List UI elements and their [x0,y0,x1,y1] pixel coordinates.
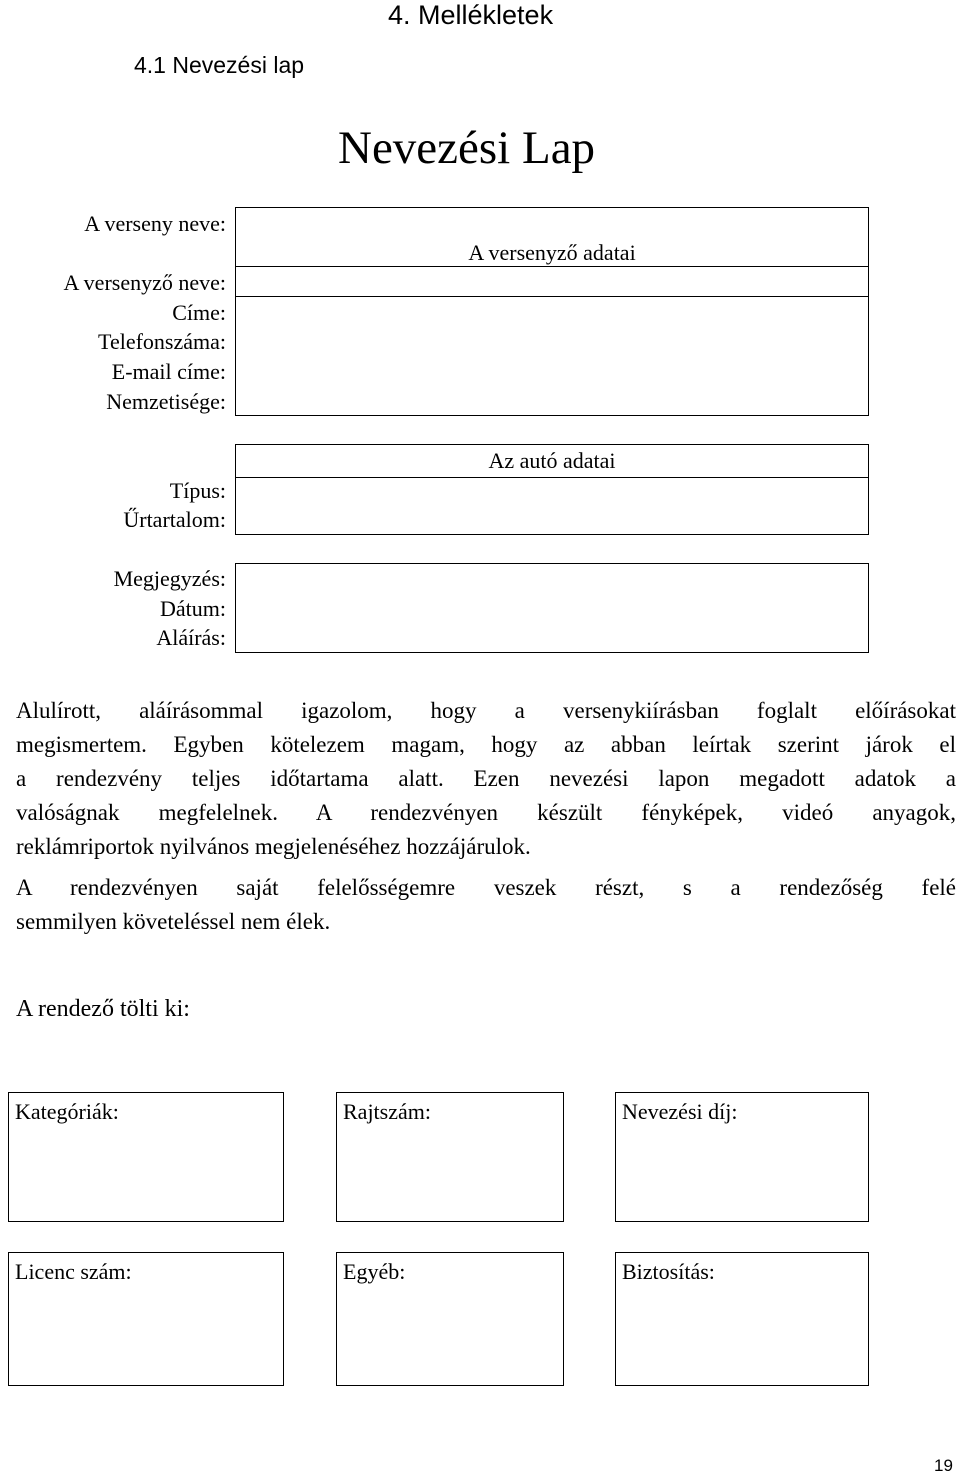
category-box[interactable] [8,1092,284,1222]
form-title: Nevezési Lap [338,122,596,174]
entry-fee-box[interactable] [615,1092,869,1222]
declaration-line: Alulírott, aláírásommal igazolom, hogy a versenykiírásban foglalt előírásokat [16,698,956,723]
organizer-heading: A rendező tölti ki: [16,996,190,1022]
licence-number-box[interactable] [8,1252,284,1386]
responsibility-paragraph [16,871,956,939]
email-label: E-mail címe: [111,359,226,384]
race-name-divider [236,266,868,267]
other-box[interactable] [336,1252,564,1386]
car-data-box[interactable] [235,444,869,535]
page-number: 19 [934,1456,953,1475]
race-name-label: A verseny neve: [84,211,226,236]
subsection-title: 4.1 Nevezési lap [134,52,305,78]
start-number-label: Rajtszám: [343,1099,431,1124]
phone-label: Telefonszáma: [98,329,226,354]
declaration-line: reklámriportok nyilvános megjelenéséhez hozzájárulok. [16,834,531,859]
declaration-line: megismertem. Egyben kötelezem magam, hogy az abban leírtak szerint járok el [16,732,956,757]
type-label: Típus: [169,478,226,503]
licence-number-label: Licenc szám: [15,1259,132,1284]
competitor-name-label: A versenyző neve: [63,270,226,295]
section-title: 4. Mellékletek [388,0,554,30]
responsibility-line: A rendezvényen saját felelősségemre veszek részt, s a rendezőség felé [16,875,956,900]
competitor-section-header: A versenyző adatai [468,240,636,265]
declaration-line: a rendezvény teljes időtartama alatt. Ezen nevezési lapon megadott adatok a [16,766,956,791]
signature-label: Aláírás: [156,625,226,650]
note-label: Megjegyzés: [113,566,226,591]
responsibility-line: semmilyen követeléssel nem élek. [16,909,331,934]
start-number-box[interactable] [336,1092,564,1222]
signing-box[interactable] [235,563,869,653]
car-header-divider [236,477,868,478]
other-label: Egyéb: [343,1259,406,1284]
insurance-label: Biztosítás: [622,1259,715,1284]
displacement-label: Űrtartalom: [123,507,226,532]
car-section-header: Az autó adatai [488,448,616,473]
entry-fee-label: Nevezési díj: [622,1099,738,1124]
declaration-paragraph [16,694,956,864]
insurance-box[interactable] [615,1252,869,1386]
competitor-header-divider [236,296,868,297]
category-label: Kategóriák: [15,1099,119,1124]
nationality-label: Nemzetisége: [106,389,226,414]
address-label: Címe: [172,300,226,325]
competitor-data-box[interactable] [235,207,869,416]
declaration-line: valóságnak megfelelnek. A rendezvényen készült fényképek, videó anyagok, [16,800,956,825]
date-label: Dátum: [160,596,226,621]
